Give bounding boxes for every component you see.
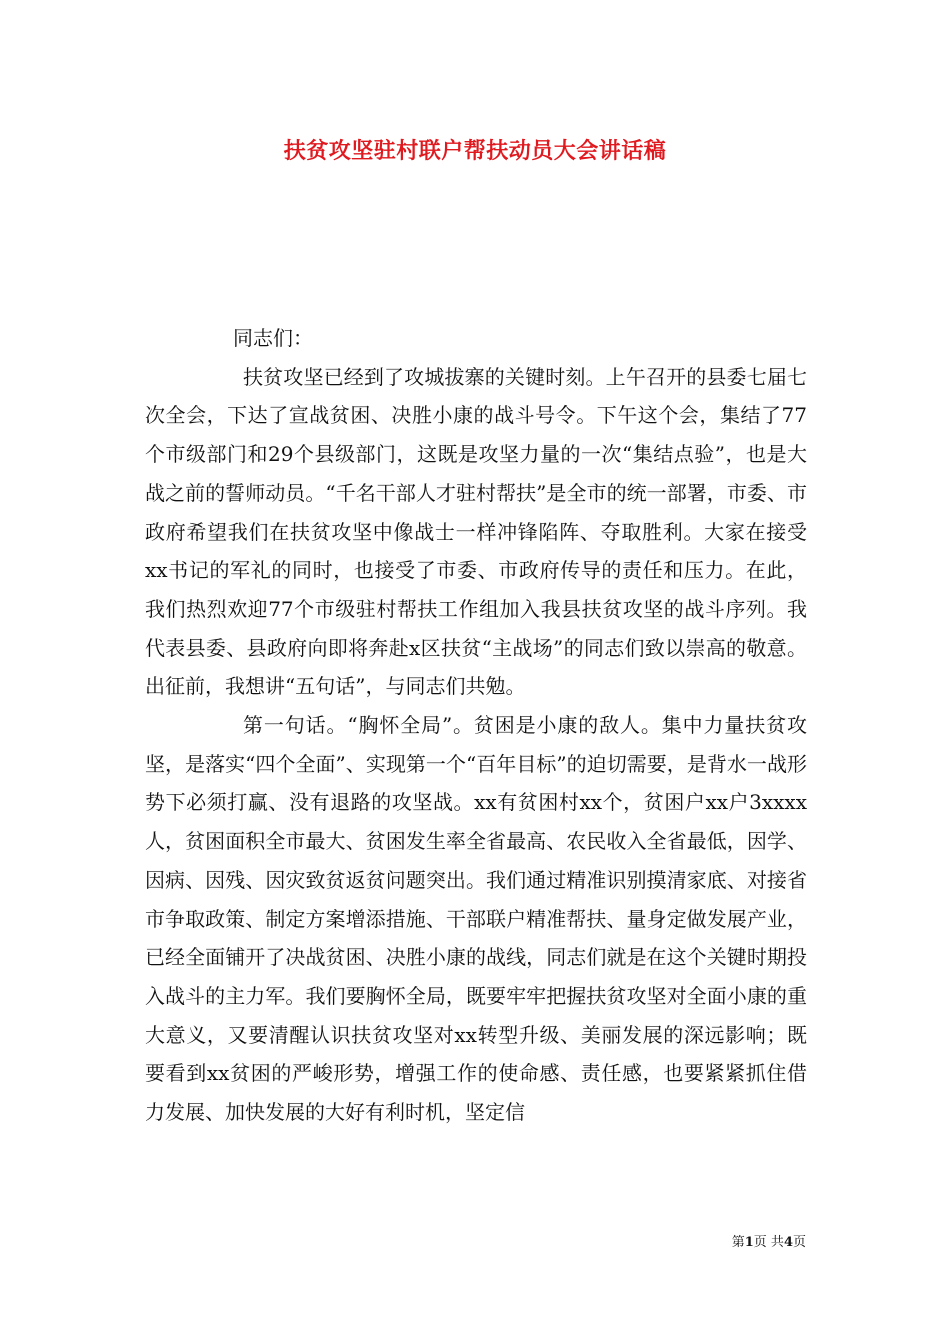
footer-current-page: 1 <box>744 1235 754 1250</box>
salutation: 同志们： <box>233 326 313 350</box>
footer-prefix: 第 <box>731 1235 745 1250</box>
footer-suffix: 页 <box>792 1235 806 1250</box>
footer-middle: 页 共 <box>753 1235 784 1250</box>
paragraph-2: 第一句话。“胸怀全局”。贫困是小康的敌人。集中力量扶贫攻坚，是落实“四个全面”、实现第一个“百年目标”的迫切需要，是背水一战形势下必须打赢、没有退路的攻坚战。xx有贫困村xx个，贫困户xx户3xxxx人，贫困面积全市最大、贫困发生率全省最高、农民收入全省最低，因学、因病、因残、因灾致贫返贫问题突出。我们通过精准识别摸清家底、对接省市争取政策、制定方案增添措施、干部联户精准帮扶、量身定做发展产业，已经全面铺开了决战贫困、决胜小康的战线，同志们就是在这个关键时期投入战斗的主力军。我们要胸怀全局，既要牢牢把握扶贫攻坚对全面小康的重大意义，又要清醒认识扶贫攻坚对xx转型升级、美丽发展的深远影响；既要看到xx贫困的严峻形势，增强工作的使命感、责任感，也要紧紧抓住借力发展、加快发展的大好有利时机，坚定信 <box>145 713 807 1125</box>
footer-total-pages: 4 <box>783 1235 793 1250</box>
paragraph-1: 扶贫攻坚已经到了攻城拔寨的关键时刻。上午召开的县委七届七次全会，下达了宣战贫困、决胜小康的战斗号令。下午这个会，集结了77个市级部门和29个县级部门，这既是攻坚力量的一次“集结点验”，也是大战之前的誓师动员。“千名干部人才驻村帮扶”是全市的统一部署，市委、市政府希望我们在扶贫攻坚中像战士一样冲锋陷阵、夺取胜利。大家在接受xx书记的军礼的同时，也接受了市委、市政府传导的责任和压力。在此，我们热烈欢迎77个市级驻村帮扶工作组加入我县扶贫攻坚的战斗序列。我代表县委、县政府向即将奔赴x区扶贫“主战场”的同志们致以崇高的敬意。出征前，我想讲“五句话”，与同志们共勉。 <box>145 364 807 699</box>
page-number-footer <box>732 1235 806 1251</box>
document-body <box>145 319 807 1132</box>
document-title: 扶贫攻坚驻村联户帮扶动员大会讲话稿 <box>283 138 667 164</box>
